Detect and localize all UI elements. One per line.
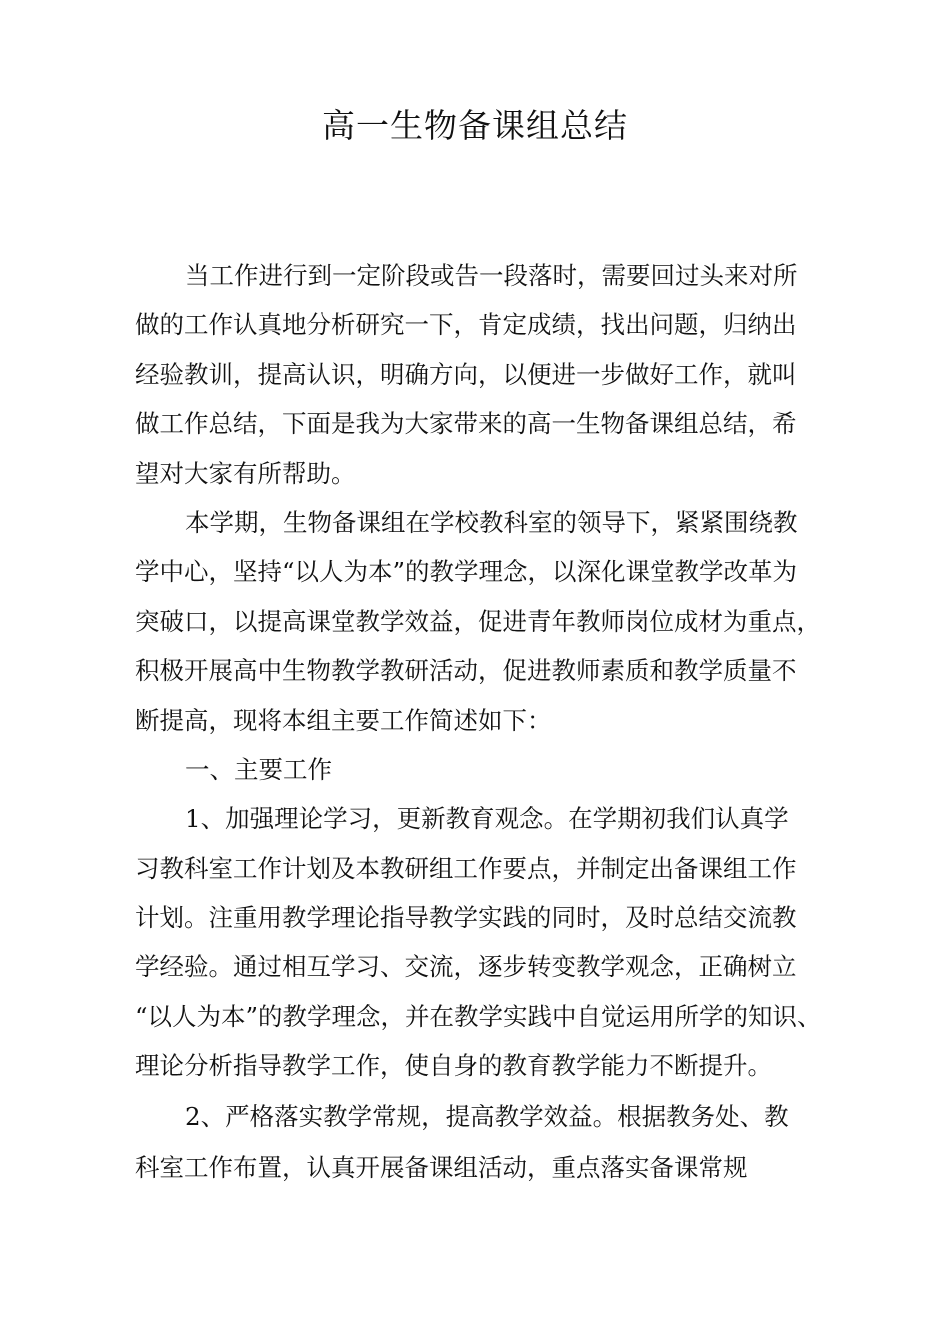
section-heading: 一、主要工作 [185, 754, 332, 784]
paragraph-line: 做工作总结，下面是我为大家带来的高一生物备课组总结，希 [135, 409, 797, 439]
paragraph-line: 科室工作布置，认真开展备课组活动，重点落实备课常规 [135, 1152, 748, 1182]
paragraph-line: 做的工作认真地分析研究一下，肯定成绩，找出问题，归纳出 [135, 310, 797, 340]
paragraph-line: 突破口，以提高课堂教学效益，促进青年教师岗位成材为重点， [135, 606, 821, 636]
paragraph-line: 2、严格落实教学常规，提高教学效益。根据教务处、教 [185, 1101, 789, 1131]
paragraph-line: 经验教训，提高认识，明确方向，以便进一步做好工作，就叫 [135, 359, 797, 389]
paragraph-line: 计划。注重用教学理论指导教学实践的同时，及时总结交流教 [135, 903, 797, 933]
paragraph-line: 学中心，坚持“以人为本”的教学理念，以深化课堂教学改革为 [135, 557, 798, 587]
document-title: 高一生物备课组总结 [322, 106, 628, 145]
paragraph-line: 断提高，现将本组主要工作简述如下： [135, 705, 552, 735]
document-body [135, 251, 835, 1192]
paragraph-line: “以人为本”的教学理念，并在教学实践中自觉运用所学的知识、 [135, 1001, 822, 1031]
paragraph-line: 本学期，生物备课组在学校教科室的领导下，紧紧围绕教 [185, 507, 798, 537]
paragraph-line: 积极开展高中生物教学教研活动，促进教师素质和教学质量不 [135, 656, 797, 686]
paragraph-line: 当工作进行到一定阶段或告一段落时，需要回过头来对所 [185, 261, 798, 290]
paragraph-line: 学经验。通过相互学习、交流，逐步转变教学观念，正确树立 [135, 952, 797, 982]
paragraph-line: 1、加强理论学习，更新教育观念。在学期初我们认真学 [185, 804, 789, 834]
paragraph-line: 习教科室工作计划及本教研组工作要点，并制定出备课组工作 [135, 853, 797, 883]
paragraph-line: 理论分析指导教学工作，使自身的教育教学能力不断提升。 [135, 1051, 772, 1081]
paragraph-line: 望对大家有所帮助。 [135, 458, 356, 488]
